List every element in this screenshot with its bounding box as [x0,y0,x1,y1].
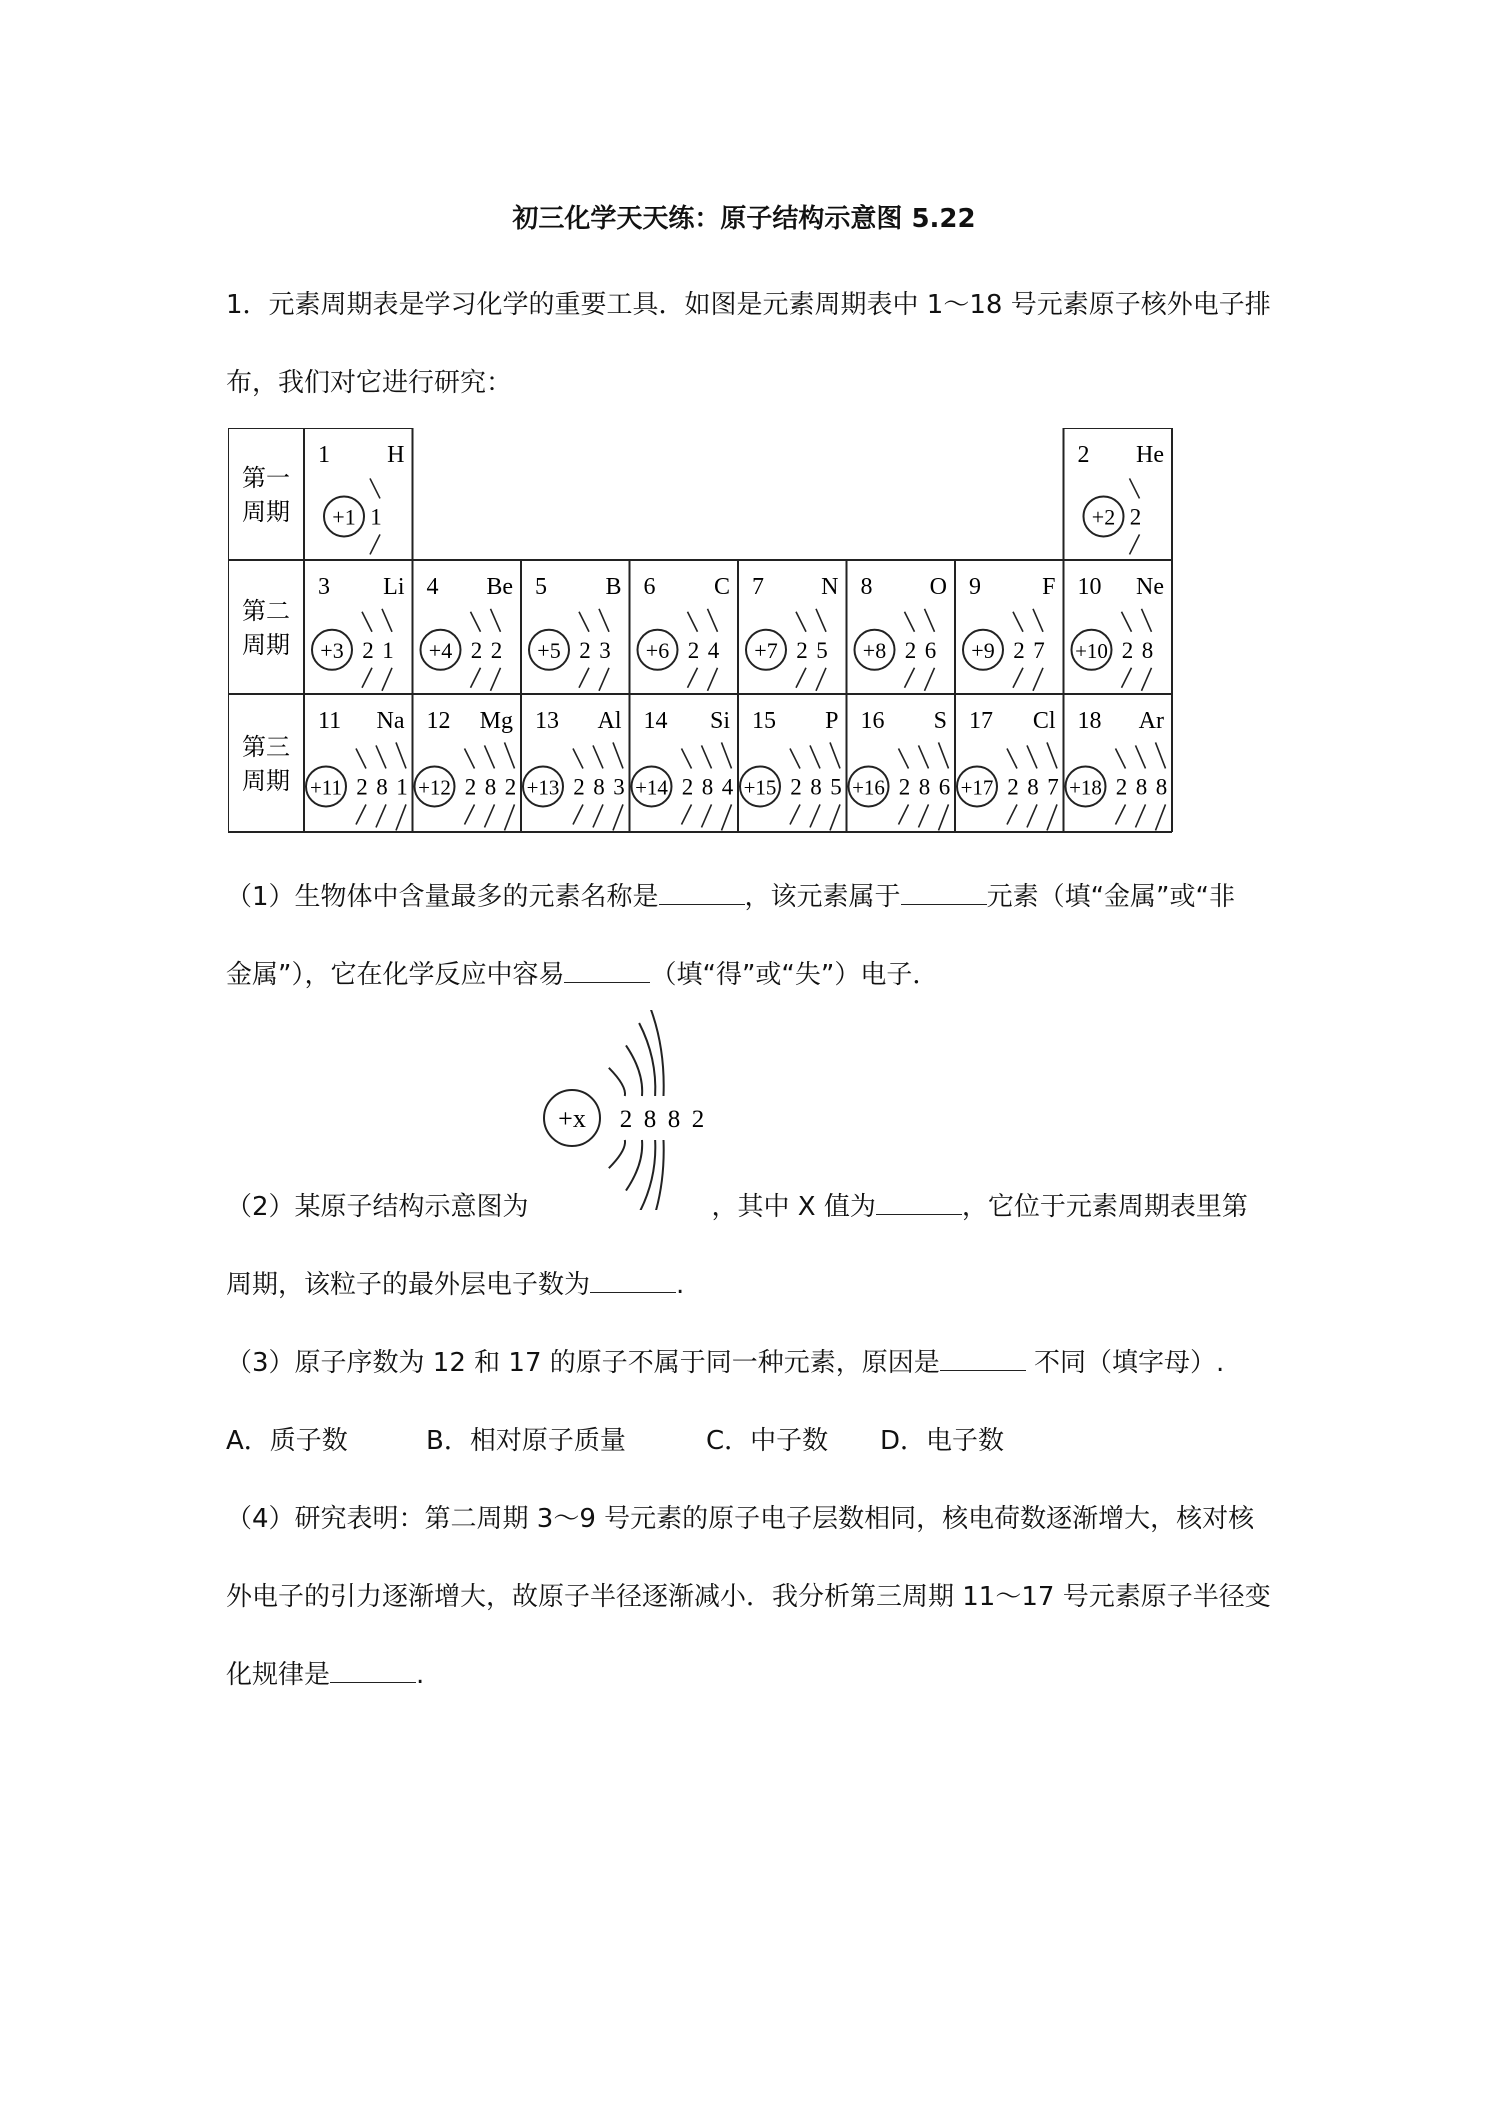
electron-count: 2 [898,774,911,800]
periodic-table-figure [228,428,1184,840]
electron-count: 2 [573,774,585,800]
shell-arc [573,804,583,824]
sub2-line2 [226,1264,684,1301]
shell-arc [491,668,501,691]
electron-count: 8 [667,1106,681,1133]
nucleus-charge: +10 [1075,638,1108,663]
sub2-text-c: ，它位于元素周期表里第 [961,1192,1248,1222]
element-symbol: N [821,574,839,600]
electron-count: 8 [1027,774,1039,800]
nucleus-charge: +4 [428,637,453,663]
element-number: 14 [643,708,668,734]
shell-arc [1130,534,1140,554]
element-number: 1 [318,442,330,468]
shell-arc [810,804,820,827]
electron-count: 2 [619,1106,633,1133]
electron-count: 8 [1141,637,1154,663]
shell-arc [382,609,392,632]
electron-count: 8 [376,774,388,800]
element-symbol: He [1136,442,1164,468]
shell-arc [579,612,589,632]
option-d[interactable]: D．电子数 [880,1426,1005,1456]
sub1-line1 [226,876,1235,913]
shell-arc [362,668,372,688]
q1-stem-line2: 布，我们对它进行研究： [226,368,513,398]
sub1-text-b: ，该元素属于 [744,882,901,912]
shell-arc [722,742,732,768]
electron-count: 8 [810,774,822,800]
shell-arc [1013,668,1023,688]
electron-count: 3 [599,637,611,663]
element-number: 4 [426,574,439,600]
shell-arc [816,609,826,632]
shell-arc [682,748,692,768]
shell-arc [370,478,380,498]
electron-count: 5 [816,637,828,663]
shell-arc [925,668,935,691]
nucleus-charge: +18 [1069,775,1102,800]
nucleus-charge: +3 [320,637,344,663]
shell-arc [1122,668,1132,688]
shell-arc [682,804,692,824]
shell-arc [356,748,366,768]
electron-count: 4 [707,637,720,663]
element-symbol: Be [486,574,513,600]
shell-arc [505,804,515,830]
element-number: 8 [860,574,873,600]
shell-arc [626,1045,642,1096]
sub2-text-e: . [676,1270,685,1300]
shell-arc [376,804,386,827]
shell-arc [810,745,820,768]
shell-arc [790,748,800,768]
shell-arc [1027,745,1037,768]
shell-arc [899,748,909,768]
shell-arc [722,804,732,830]
electron-count: 2 [1129,504,1142,530]
shell-arc [382,668,392,691]
sub1-text-e: （填“得”或“失”）电子． [650,960,939,990]
shell-arc [939,742,949,768]
shell-arc [708,668,718,691]
electron-count: 2 [691,1106,705,1133]
element-symbol: Cl [1032,708,1056,734]
shell-arc [919,745,929,768]
shell-arc [899,804,909,824]
electron-count: 2 [1115,774,1128,800]
shell-arc [816,668,826,691]
electron-count: 1 [370,504,382,530]
nucleus-charge: +2 [1091,504,1116,530]
nucleus-charge: +14 [635,775,668,800]
atom-structure-diagram [530,1010,730,1210]
period-label: 第三 [242,733,290,761]
sub2-text-b: ，其中 X 值为 [711,1192,876,1222]
electron-count: 2 [1121,637,1134,663]
nucleus-charge: +17 [960,775,994,800]
shell-arc [1116,748,1126,768]
electron-count: 8 [1135,774,1148,800]
electron-count: 2 [1013,637,1025,663]
element-symbol: O [929,574,947,600]
element-symbol: Mg [479,708,513,734]
sub1-text-a: （1）生物体中含量最多的元素名称是 [226,882,659,912]
electron-count: 8 [701,774,714,800]
shell-arc [1033,668,1043,691]
electron-count: 3 [613,774,625,800]
element-number: 18 [1077,708,1102,734]
nucleus-charge: +8 [862,637,887,663]
sub4-text-b: . [416,1660,425,1690]
electron-count: 2 [504,774,517,800]
shell-arc [396,742,406,768]
answer-blank-gain-lose[interactable] [564,960,650,983]
q1-stem-line1: 1．元素周期表是学习化学的重要工具．如图是元素周期表中 1～18 号元素原子核外电子排 [226,290,1271,320]
electron-count: 2 [464,774,477,800]
shell-arc [1156,804,1166,830]
shell-arc [593,804,603,827]
shell-arc [1156,742,1166,768]
shell-arc [1116,804,1126,824]
answer-blank-element-name[interactable] [659,882,745,905]
shell-arc [599,609,609,632]
element-symbol: S [933,708,947,734]
element-number: 15 [752,708,776,734]
element-number: 17 [969,708,993,734]
nucleus-charge: +6 [645,637,670,663]
electron-count: 6 [924,637,937,663]
electron-count: 2 [490,637,503,663]
element-symbol: Na [376,708,405,734]
electron-count: 8 [484,774,497,800]
shell-arc [1007,804,1017,824]
shell-arc [573,748,583,768]
shell-arc [356,804,366,824]
option-a[interactable]: A．质子数 [226,1426,348,1456]
element-number: 3 [318,574,330,600]
sub4-text-a: 化规律是 [226,1660,331,1690]
element-symbol: Ne [1136,574,1164,600]
shell-arc [465,804,475,824]
electron-count: 2 [579,637,591,663]
element-number: 7 [752,574,764,600]
element-symbol: Ar [1138,708,1164,734]
element-symbol: P [825,708,839,734]
nucleus-charge: +9 [971,637,995,663]
shell-arc [609,1140,625,1168]
electron-count: 1 [382,637,394,663]
nucleus-charge: +11 [309,775,343,800]
nucleus-charge: +16 [852,775,885,800]
answer-blank-outer-electrons[interactable] [590,1270,676,1293]
shell-arc [613,742,623,768]
electron-count: 6 [938,774,951,800]
shell-arc [939,804,949,830]
shell-arc [708,609,718,632]
shell-arc [1033,609,1043,632]
shell-arc [919,804,929,827]
element-symbol: Si [709,708,730,734]
sub2-text-a: （2）某原子结构示意图为 [226,1192,529,1222]
answer-blank-x-value[interactable] [876,1192,962,1215]
element-number: 12 [426,708,451,734]
shell-arc [796,668,806,688]
shell-arc [1142,609,1152,632]
shell-arc [465,748,475,768]
shell-arc [599,668,609,691]
nucleus-charge: +7 [754,637,778,663]
shell-arc [1047,804,1057,830]
shell-arc [1136,804,1146,827]
element-symbol: Li [383,574,405,600]
shell-arc [505,742,515,768]
option-c[interactable]: C．中子数 [706,1426,829,1456]
shell-arc [370,534,380,554]
element-symbol: Al [597,708,622,734]
electron-count: 2 [362,637,374,663]
element-symbol: B [605,574,622,600]
shell-arc [1122,612,1132,632]
shell-arc [1047,742,1057,768]
shell-arc [702,804,712,827]
period-label: 第二 [242,597,290,625]
answer-blank-element-type[interactable] [901,882,987,905]
shell-arc [1130,478,1140,498]
element-number: 10 [1077,574,1102,600]
element-number: 13 [535,708,559,734]
option-b[interactable]: B．相对原子质量 [426,1426,626,1456]
electron-count: 2 [904,637,917,663]
electron-count: 2 [796,637,808,663]
electron-count: 2 [1007,774,1019,800]
shell-arc [485,745,495,768]
element-number: 9 [969,574,981,600]
sub4-line3 [226,1654,424,1691]
nucleus-charge: +12 [418,775,451,800]
shell-arc [1136,745,1146,768]
electron-count: 8 [918,774,931,800]
element-number: 5 [535,574,547,600]
shell-arc [396,804,406,830]
sub2-text-d: 周期，该粒子的最外层电子数为 [226,1270,591,1300]
shell-arc [830,742,840,768]
sub4-line1: （4）研究表明：第二周期 3～9 号元素的原子电子层数相同，核电荷数逐渐增大，核对核 [226,1504,1255,1534]
answer-blank-reason[interactable] [940,1348,1026,1371]
electron-count: 5 [830,774,842,800]
shell-arc [905,668,915,688]
nucleus-charge: +5 [537,637,561,663]
electron-count: 2 [356,774,368,800]
shell-arc [702,745,712,768]
period-label: 周期 [242,767,290,795]
shell-arc [1013,612,1023,632]
shell-arc [905,612,915,632]
sub1-text-d: 金属”），它在化学反应中容易 [226,960,565,990]
shell-arc [491,609,501,632]
shell-arc [593,745,603,768]
shell-arc [1027,804,1037,827]
electron-count: 8 [643,1106,657,1133]
sub1-line2 [226,954,938,991]
sub4-line2: 外电子的引力逐渐增大，故原子半径逐渐减小．我分析第三周期 11～17 号元素原子半径变 [226,1582,1271,1612]
nucleus-charge: +15 [743,775,777,800]
element-number: 2 [1077,442,1090,468]
shell-arc [471,612,481,632]
electron-count: 8 [1155,774,1168,800]
shell-arc [830,804,840,830]
electron-count: 2 [790,774,802,800]
electron-count: 2 [687,637,700,663]
electron-count: 4 [721,774,734,800]
shell-arc [1007,748,1017,768]
electron-count: 7 [1033,637,1045,663]
nucleus-charge: +13 [526,775,560,800]
element-symbol: C [713,574,730,600]
period-label: 第一 [242,464,290,492]
shell-arc [609,1068,625,1096]
shell-arc [626,1140,642,1191]
nucleus-charge: +1 [332,504,356,530]
shell-arc [1142,668,1152,691]
shell-arc [579,668,589,688]
element-symbol: F [1042,574,1056,600]
electron-count: 1 [396,774,408,800]
shell-arc [688,612,698,632]
shell-arc [796,612,806,632]
shell-arc [790,804,800,824]
shell-arc [925,609,935,632]
period-label: 周期 [242,631,290,659]
nucleus-label: +x [558,1104,586,1133]
shell-arc [376,745,386,768]
sub2-line1 [226,1186,1248,1223]
sub3-line1 [226,1342,1224,1379]
sub3-text-a: （3）原子序数为 12 和 17 的原子不属于同一种元素，原因是 [226,1348,940,1378]
electron-count: 2 [681,774,694,800]
sub3-text-b: 不同（填字母）. [1025,1348,1225,1378]
electron-count: 2 [470,637,483,663]
element-number: 11 [318,708,342,734]
element-symbol: H [387,442,405,468]
electron-count: 8 [593,774,605,800]
shell-arc [485,804,495,827]
element-number: 16 [860,708,885,734]
electron-count: 7 [1047,774,1059,800]
page-title: 初三化学天天练：原子结构示意图 5.22 [512,204,976,234]
shell-arc [362,612,372,632]
answer-blank-radius-trend[interactable] [330,1660,416,1683]
element-number: 6 [643,574,656,600]
period-label: 周期 [242,498,290,526]
shell-arc [688,668,698,688]
sub1-text-c: 元素（填“金属”或“非 [986,882,1235,912]
shell-arc [613,804,623,830]
shell-arc [471,668,481,688]
